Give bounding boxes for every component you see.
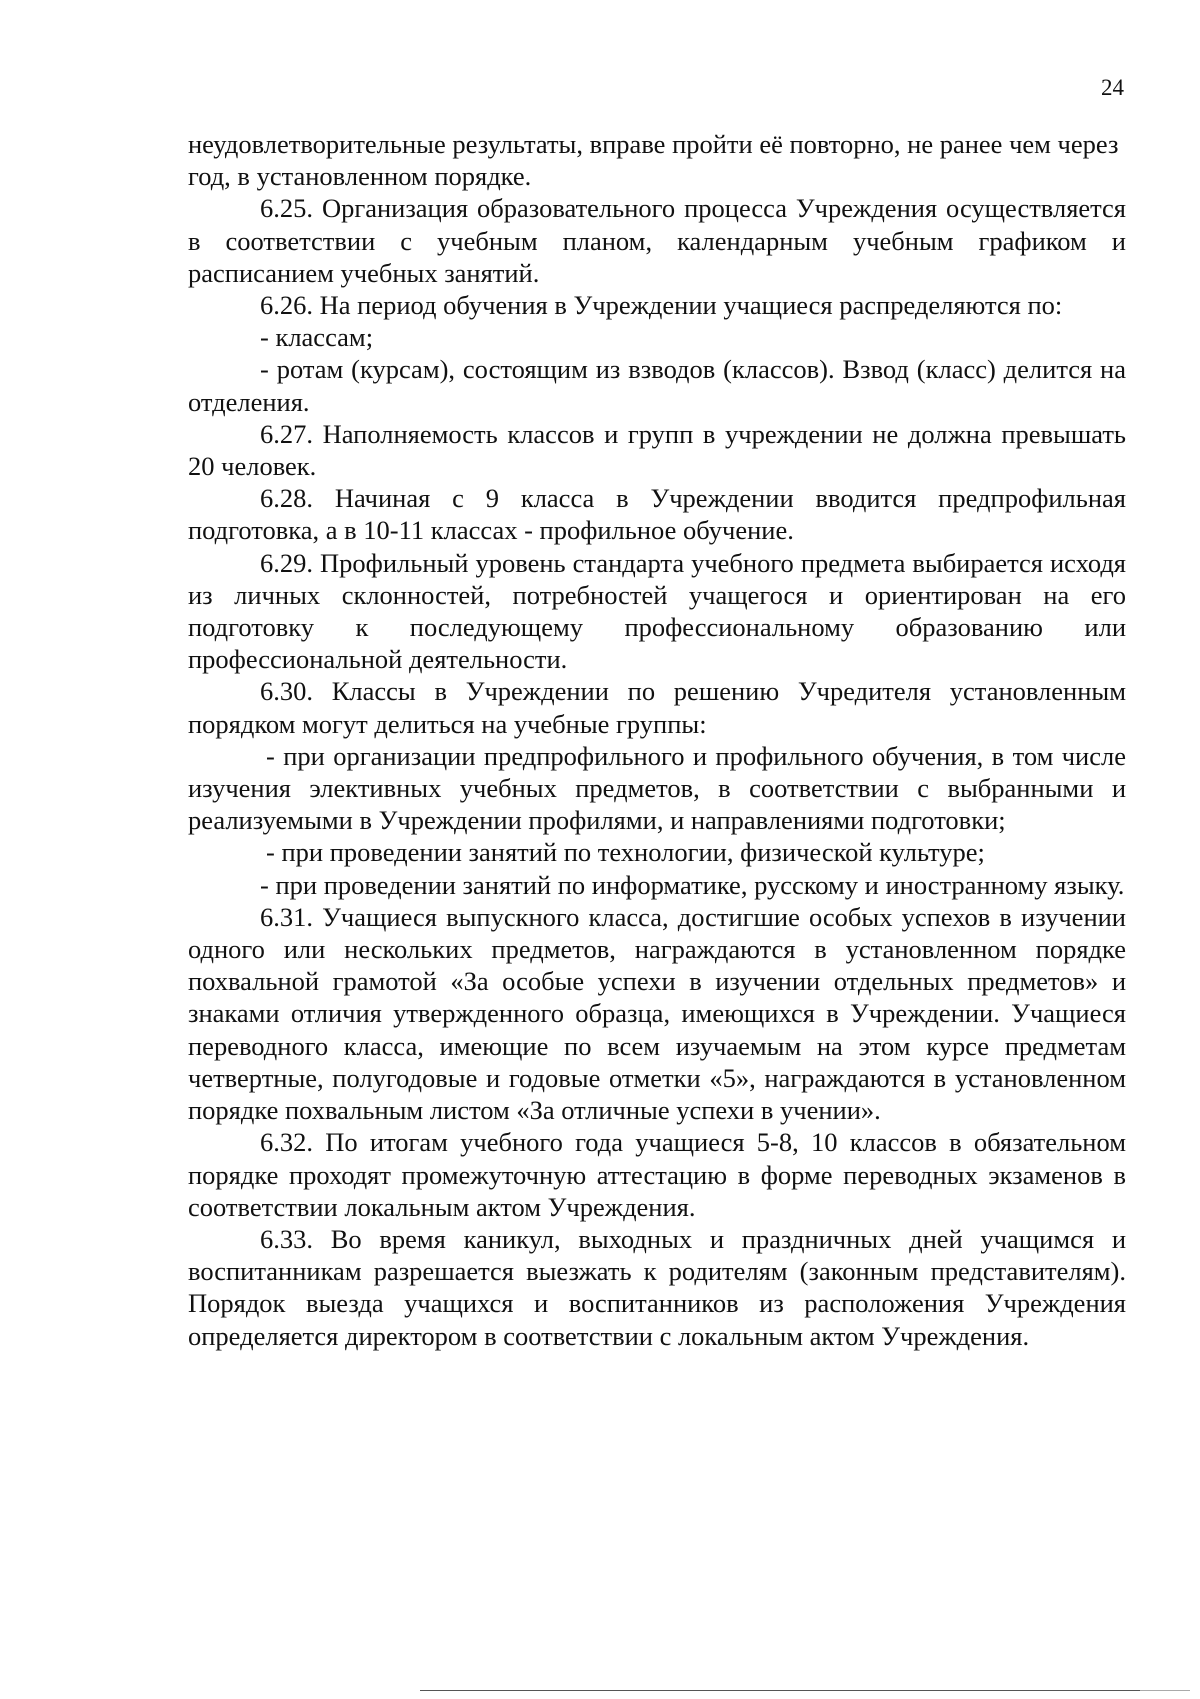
paragraph-6-25: 6.25. Организация образовательного процесса Учреждения осуществляется в соответствии с учебным планом, календарным учебным графиком и расписанием учебных занятий. [188,193,1126,288]
scan-edge-line [420,1690,1140,1691]
scan-edge-line [1140,1690,1190,1691]
paragraph-6-33: 6.33. Во время каникул, выходных и праздничных дней учащимся и воспитанникам разрешается выезжать к родителям (законным представителям). Порядок выезда учащихся и воспитанников из расположения Учреждения определяется директором в соответствии с локальным актом Учреждения. [188,1223,1126,1351]
paragraph-6-26: 6.26. На период обучения в Учреждении учащиеся распределяются по: [260,290,1063,321]
page-number: 24 [1101,75,1124,100]
paragraph-6-27: 6.27. Наполняемость классов и групп в учреждении не должна превышать 20 человек. [188,418,1126,482]
paragraph-6-31: 6.31. Учащиеся выпускного класса, достигшие особых успехов в изучении одного или нескольких предметов, награждаются в установленном порядке похвальной грамотой «За особые успехи в изучении отдельных предметов» и знаками отличия утвержденного образца, имеющихся в Учреждении. Учащиеся переводного класса, имеющие по всем изучаемым на этом курсе предметам четвертные, полугодовые и годовые отметки «5», награждаются в установленном порядке похвальным листом «За отличные успехи в учении». [188,901,1126,1126]
list-item-informatics: - при проведении занятий по информатике, русскому и иностранному языку. [260,869,1125,900]
list-item-technology: - при проведении занятий по технологии, физической культуре; [266,837,985,868]
paragraph-6-29: 6.29. Профильный уровень стандарта учебного предмета выбирается исходя из личных склонностей, потребностей учащегося и ориентирован на его подготовку к последующему профессиональному образованию или профессиональной деятельности. [188,547,1126,675]
list-item-companies: - ротам (курсам), состоящим из взводов (классов). Взвод (класс) делится на отделения. [188,354,1126,417]
paragraph-6-32: 6.32. По итогам учебного года учащиеся 5-8, 10 классов в обязательном порядке проходят промежуточную аттестацию в форме переводных экзаменов в соответствии локальным актом Учреждения. [188,1127,1126,1222]
paragraph-6-28: 6.28. Начиная с 9 класса в Учреждении вводится предпрофильная подготовка, а в 10-11 классах - профильное обучение. [188,483,1126,546]
paragraph-continuation: неудовлетворительные результаты, вправе пройти её повторно, не ранее чем через год, в установленном порядке. [188,129,1119,192]
list-item-profile-training: - при организации предпрофильного и профильного обучения, в том числе изучения элективных учебных предметов, в соответствии с выбранными и реализуемыми в Учреждении профилями, и направлениями подготовки; [188,740,1126,836]
list-item-classes: - классам; [260,322,374,353]
paragraph-6-30: 6.30. Классы в Учреждении по решению Учредителя установленным порядком могут делиться на учебные группы: [188,676,1126,739]
document-body [188,128,1126,1352]
